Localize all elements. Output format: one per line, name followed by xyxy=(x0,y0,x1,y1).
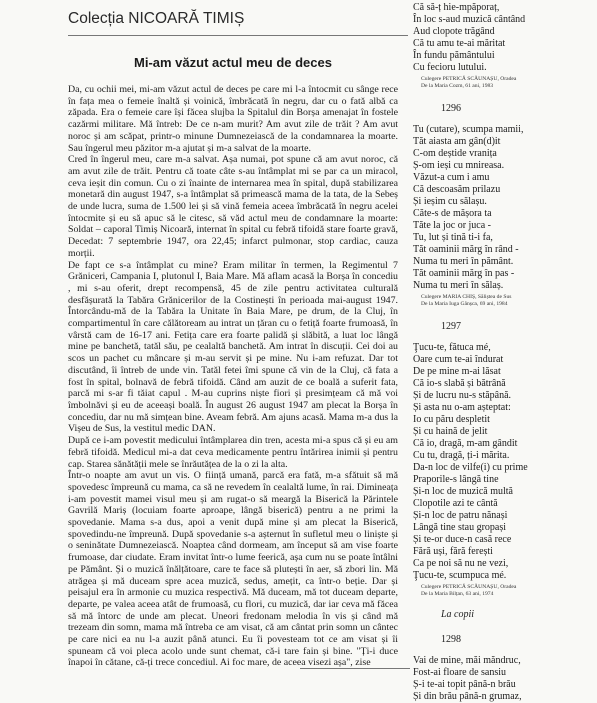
article-paragraph: Cred în îngerul meu, care m-a salvat. Așa numai, pot spune că am avut noroc, că am avut zile de trăit. Pentru că toate câte s-au întâmplat mi se par ca un miracol, ceva ieșit din comun. Cu o zi înainte de internarea mea în spital, după stabilizarea monetară din august 1947, s-a întâmplat să primească mama de la tata, de la Sebeș de unde lucra, suma de 1.500 lei și să vină femeia aceea îmbrăcată în negru acelei întocmite și eu să apuc să le citesc, să văd actul meu de condamnare la moarte: Soldat – caporal Timiș Nicoară, internat în spital cu febră tifoidă stare foarte gravă, Decedat: 7 septembrie 1947, ora 22,45; infarct pulmonar, stop cardiac, cauza morții. xyxy=(68,154,398,259)
poem-line: Numa tu meri în pământ. xyxy=(413,256,514,267)
poem-line: Lângă tine stau gropași xyxy=(413,522,507,533)
poem-line: Fost-ai floare de sansiu xyxy=(413,667,507,678)
poem-line: Clopotile azi te cântă xyxy=(413,498,498,509)
poem-line: Tu, lut și tină ti-i fa, xyxy=(413,232,493,243)
poem-line: Că descoasăm prilazu xyxy=(413,184,501,195)
poem-line: Vai de mine, măi măndruc, xyxy=(413,655,521,666)
poem-line: Praporile-s lângă tine xyxy=(413,474,499,485)
poem-line: Și ieșim cu sălașu. xyxy=(413,196,487,207)
source-credit: Culegere MARIA CHIȘ, Săliștea de Sus De la Maria Iuga Gânșca, 69 ani, 1984 xyxy=(421,294,512,307)
poem-line: Că io, dragă, m-am gândit xyxy=(413,438,518,449)
poem-line: Și cu haină de jelit xyxy=(413,426,488,437)
poem-line: Da-n loc de vilfe(i) cu prime xyxy=(413,462,528,473)
collection-header: Colecția NICOARĂ TIMIȘ xyxy=(68,10,245,27)
poem-line: Și asta nu o-am așteptat: xyxy=(413,402,511,413)
article-title: Mi-am văzut actul meu de deces xyxy=(134,55,332,70)
poem-line: În loc s-aud muzică cântând xyxy=(413,14,526,25)
header-rule xyxy=(68,35,408,36)
poem-line: Numa tu meri în sălaș. xyxy=(413,280,504,291)
poem-line: Oare cum te-ai îndurat xyxy=(413,354,504,365)
poem-line: În fundu pământului xyxy=(413,50,495,61)
poem-number: 1297 xyxy=(441,321,461,332)
poem-line: Tu (cutare), scumpa mamii, xyxy=(413,124,524,135)
poem-line: Tăt oaminii mărg în rând - xyxy=(413,244,519,255)
poem-line: Ș-om ieși cu mnireasa. xyxy=(413,160,505,171)
poem-1296 xyxy=(413,124,583,292)
poem-line: Ţucu-te, scumpuca mé. xyxy=(413,570,507,581)
article-paragraph: De fapt ce s-a întâmplat cu mine? Eram militar în termen, la Regimentul 7 Grăniceri, Campania I, plutonul I, Baia Mare. Mă aflam acasă la Borșa în concediu , mi s-au oferit, drept recompensă, 45 de zile pentru activitatea culturală desfășurată la Tabăra Grănicerilor de la Costinești în perioada mai-august 1947. Întorcându-mă de la Tabăra la Unitate în Baia Mare, pe drum, de la Cluj, în compartimentul în care călătoream au intrat un țăran cu o fetiță foarte frumoasă, în vârstă cam de 16-17 ani. Fetița care era foarte palidă și slăbită, a luat loc lângă mine pe banchetă, tatăl său, pe cealaltă banchetă. Am intrat în discuții. Cei doi au scos un pachet cu mâncare și m-au servit și pe mine. Nu i-am refuzat. Dar tot discutând, îi întreb de unde vin. Tatăl fetei îmi spune că vin de la Cluj, că fata a fost în spital, bolnavă de febră tifoidă. Când am auzit de ce boală a suferit fata, parcă mi s-ar fi tăiat capul . M-au cuprins niște fiori și presimțeam că mă voi îmbolnăvi și eu de aceeași boală. În august 26 august 1947 am plecat la Borșa în concediu, dar nu mă simțean bine. Aveam febră. Am ajuns acasă. Mama m-a dus la Vișeu de Sus, la vestitul medic DAN. xyxy=(68,259,398,435)
poem-1298 xyxy=(413,655,583,703)
poem-line: C-om deștide vranița xyxy=(413,148,497,159)
poem-top-fragment xyxy=(413,2,583,74)
article-paragraph: Într-o noapte am avut un vis. O ființă umană, parcă era fată, m-a sfătuit să mă spovedesc împreună cu mama, ca să ne revedem în cealaltă lume, în rai. Dimineața i-am povestit mamei visul meu și am rugat-o să meargă la Biserică la Părintele Gavrilă Mariș (locuiam foarte aproape, lângă biserică) pentru a ne primi la spovedanie. Mama s-a dus, apoi a venit după mine și am plecat la Biserică, spovedindu-ne împreună. După spovedanie s-a așternut în sufletul meu o liniște și o seninătate Dumnezeiască. Noaptea când dormeam, am început să am vise foarte frumoase, dar ciudate. Eram invitat într-o lume feerică, așa cum nu se poate întâlni pe Pământ. Și o muzică înălțătoare, care te face să plutești în aer, să zbori lin. Mă atrăgea și mă duceam spre acea muzică, sedus, amețit, ca într-o beție. Dar și peisajul era în armonie cu muzica respectivă. Mă duceam, mă tot duceam departe, departe, pe valea aceea atât de frumoasă, cu flori, cu muzică, dar iar ceva mă făcea să mă întorc de unde am plecat. Uneori fredonam melodia în vis și când mă trezeam din somn, mama mă întreba ce am visat, că am cântat prin somn un cântec pe care nici ea nu l-a auzit până atunci. Eu îi povesteam tot ce am visat și îi spuneam că voi pleca acolo unde sunt chemat, că-i tare fain și bine. "Ți-i duce înapoi în cătane, că-ți trece concediul. Ai foc mare, de aceea visezi așa", zise xyxy=(68,470,398,669)
poem-line: Și de lucru nu-s stăpână. xyxy=(413,390,512,401)
poem-line: Tăt aiasta am gân(d)it xyxy=(413,136,501,147)
poem-line: Și te-or duce-n casă rece xyxy=(413,534,512,545)
poem-line: Tăte la joc or juca - xyxy=(413,220,492,231)
bottom-rule xyxy=(300,668,410,669)
poem-line: Că tu amu te-ai măritat xyxy=(413,38,506,49)
poem-number: 1298 xyxy=(441,634,461,645)
source-credit: Culegere PETRICĂ SCĂUNAȘU, Oradea De la Maria Cozm, 61 ani, 1983 xyxy=(421,76,517,89)
article-paragraph: Da, cu ochii mei, mi-am văzut actul de deces pe care mi l-a întocmit cu sânge rece în fața mea o femeie înaltă și voinică, îmbrăcată în negru, dar cu o fată albă ca zăpada. Era o femeie care își făcea slujba la Spitalul din Borșa amenajat în fostele cazărmi militare. Mă întreb: De ce n-am murit? Am avut zile de trăit ? Am avut noroc și am scăpat, printr-o minune Dumnezeiască de la condamnarea la moarte. Sau îngerul meu păzitor m-a ajutat și m-a salvat de la moarte. xyxy=(68,84,398,154)
poem-line: Cu fecioru lutului. xyxy=(413,62,487,73)
poem-line: Io cu păru despletit xyxy=(413,414,490,425)
poem-line: Și-n loc de patru nănași xyxy=(413,510,508,521)
poem-number: 1296 xyxy=(441,103,461,114)
poem-line: Și din brău până-n grumaz, xyxy=(413,691,522,702)
poem-line: Fără uși, fără ferești xyxy=(413,546,493,557)
poem-1297 xyxy=(413,342,583,582)
poem-line: De pe mine m-ai lăsat xyxy=(413,366,501,377)
poem-line: Tăt oaminii mărg în pas - xyxy=(413,268,515,279)
poem-line: Văzut-a cum i amu xyxy=(413,172,490,183)
article-paragraph: După ce i-am povestit medicului întâmplarea din tren, acesta mi-a spus că și eu am febră tifoidă. Medicul mi-a dat ceva medicamente pentru întărirea inimii și pentru cap. Starea sănătății mele se înrăutățea de la o zi la alta. xyxy=(68,435,398,470)
source-credit: Culegere PETRICĂ SCĂUNAȘU, Oradea De la Maria Bilțan, 63 ani, 1974 xyxy=(421,584,517,597)
article-body xyxy=(68,84,398,676)
poems-column xyxy=(413,2,583,703)
poem-line: Căte-s de mășora ta xyxy=(413,208,492,219)
section-subheading: La copii xyxy=(441,609,475,620)
poem-line: Ca pe noi să nu ne vezi, xyxy=(413,558,509,569)
poem-line: Ș-i te-ai topit până-n brău xyxy=(413,679,516,690)
poem-line: Ţucu-te, fătuca mé, xyxy=(413,342,491,353)
poem-line: Cu tu, dragă, ți-i mărita. xyxy=(413,450,510,461)
poem-line: Și-n loc de muzică multă xyxy=(413,486,513,497)
poem-line: Aud clopote trăgând xyxy=(413,26,495,37)
poem-line: Că io-s slabă și bătrână xyxy=(413,378,506,389)
poem-line: Că să-ț hie-mpăporaț, xyxy=(413,2,500,13)
